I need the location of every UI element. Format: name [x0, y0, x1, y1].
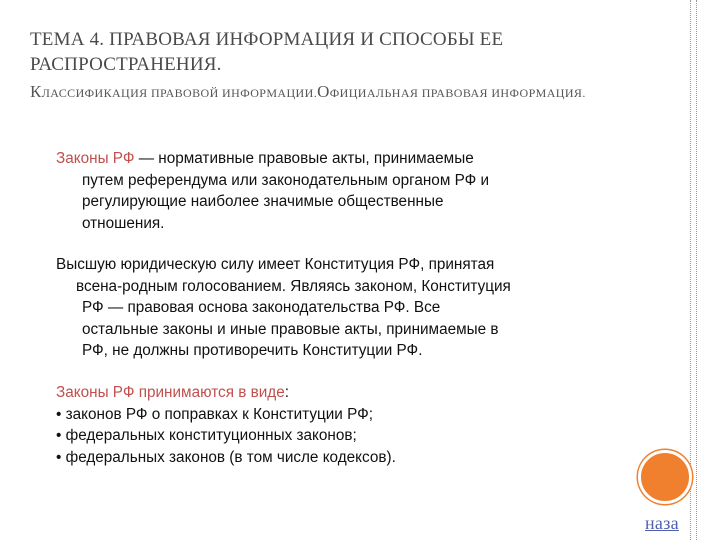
- subtitle-part-1: ЛАССИФИКАЦИЯ ПРАВОВОЙ ИНФОРМАЦИИ.: [41, 86, 318, 100]
- paragraph-laws-definition: [56, 148, 656, 234]
- paragraph1-line1-rest: — нормативные правовые акты, принимаемые: [134, 150, 474, 167]
- list-item: • законов РФ о поправках к Конституции РФ;: [56, 405, 373, 423]
- paragraph2-line3: РФ — правовая основа законодательства РФ. Все: [82, 299, 441, 316]
- slide-subtitle: [30, 80, 670, 105]
- right-border-line-inner: [696, 0, 697, 540]
- subtitle-initial-o: О: [317, 82, 330, 101]
- back-link[interactable]: наза: [645, 513, 679, 533]
- slide-title: ТЕМА 4. ПРАВОВАЯ ИНФОРМАЦИЯ И СПОСОБЫ ЕЕ РАСПРОСТРАНЕНИЯ.: [30, 29, 504, 75]
- paragraph-law-forms: [56, 382, 656, 468]
- paragraph1-line1: [56, 150, 474, 167]
- paragraph-constitution: [56, 254, 656, 362]
- list-item: • федеральных законов (в том числе кодексов).: [56, 448, 396, 466]
- paragraph3-heading-line: [56, 384, 289, 401]
- paragraph2-line5: РФ, не должны противоречить Конституции РФ.: [82, 342, 423, 359]
- paragraph2-line4: остальные законы и иные правовые акты, принимаемые в: [82, 320, 499, 338]
- paragraph2-line1: Высшую юридическую силу имеет Конституция РФ, принятая: [56, 256, 495, 273]
- law-forms-colon: :: [284, 384, 289, 401]
- right-border-line: [690, 0, 691, 540]
- decorative-circle: [638, 450, 692, 504]
- list-item: • федеральных конституционных законов;: [56, 427, 357, 444]
- law-forms-heading: Законы РФ принимаются в виде: [56, 384, 285, 401]
- subtitle-part-2: ФИЦИАЛЬНАЯ ПРАВОВАЯ ИНФОРМАЦИЯ.: [329, 86, 586, 100]
- subtitle-initial-k: К: [30, 82, 42, 101]
- paragraph1-line3: регулирующие наиболее значимые общественные: [82, 193, 444, 210]
- paragraph1-line4: отношения.: [82, 214, 165, 232]
- paragraph1-line2: путем референдума или законодательным органом РФ и: [82, 171, 490, 189]
- laws-term: Законы РФ: [56, 150, 135, 167]
- paragraph2-line2: всена-родным голосованием. Являясь законом, Конституция: [76, 277, 511, 295]
